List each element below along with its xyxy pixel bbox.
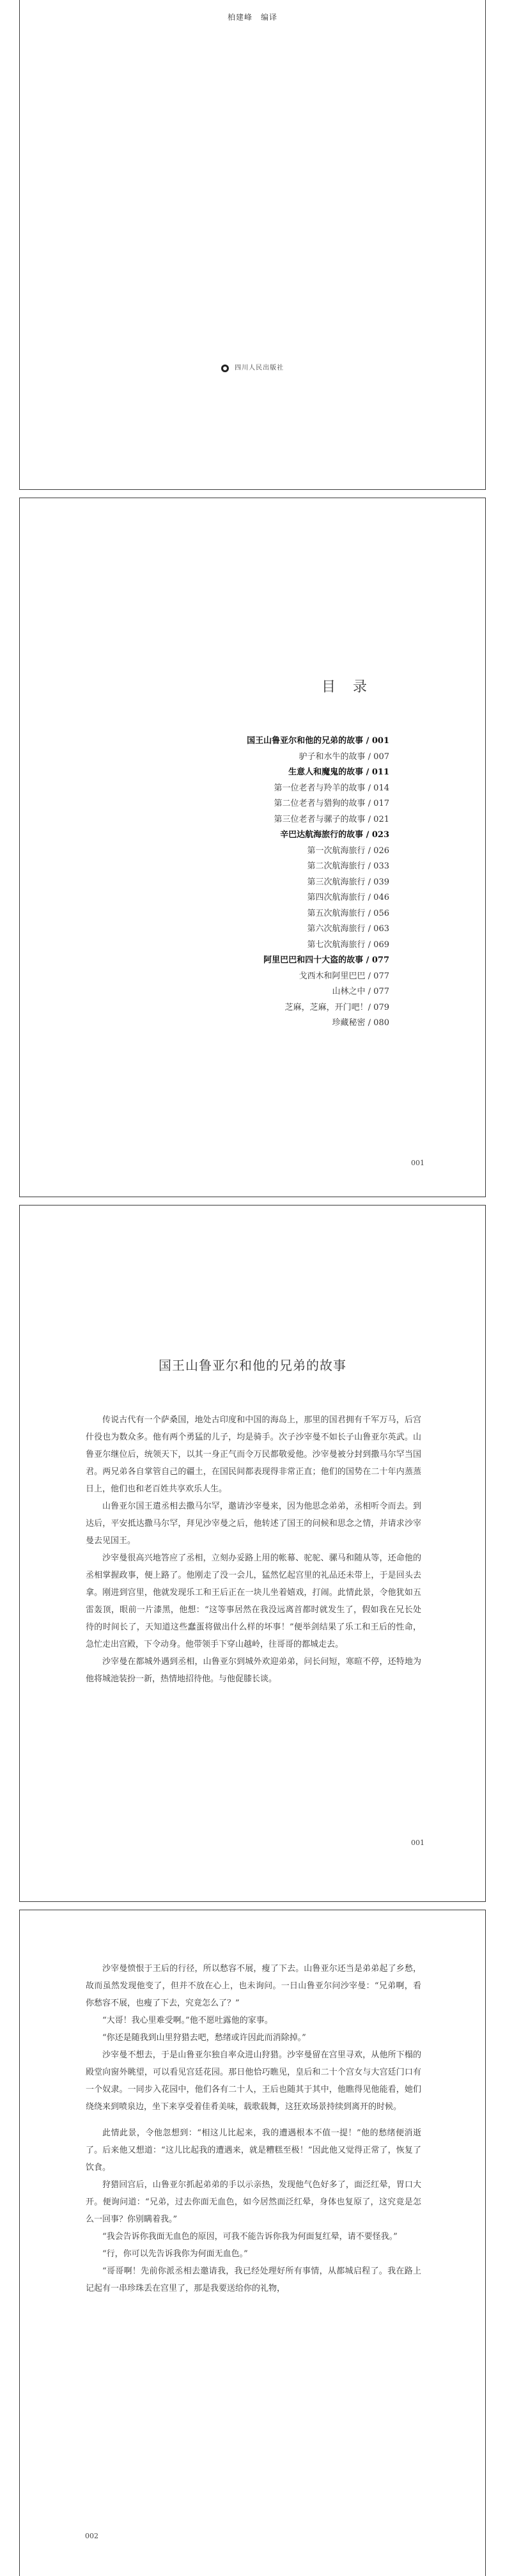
publisher-mark [20,362,485,372]
toc-entry: 阿里巴巴和四十大盗的故事 / 077 [263,955,389,965]
toc-entry: 山林之中 / 077 [332,987,389,996]
paragraph: 此情此景，令他忽想到：“相这儿比起来，我的遭遇根本不值一提！”他的愁绪便消逝了。后来他又想道：“这儿比起我的遭遇来，就是糟糕至极！”因此他又觉得正常了，恢复了饮食。 [86,2128,421,2172]
paragraph: “哥哥啊！先前你派丞相去邀请我，我已经处理好所有事情，从都城启程了。我在路上记起有一串珍珠丢在宫里了，那是我要送给你的礼物， [86,2266,421,2293]
toc-entry: 珍藏秘密 / 080 [332,1018,389,1028]
toc-entry: 生意人和魔鬼的故事 / 011 [288,767,389,777]
toc-entry: 第三次航海旅行 / 039 [307,877,389,887]
paragraph: “行，你可以先告诉我你为何面无血色。” [102,2249,248,2259]
paragraph: 沙宰曼很高兴地答应了丞相，立刻办妥路上用的帐幕、驼驼、骡马和随从等，还命他的丞相掌握政事，便上路了。他刚走了没一会儿，猛然忆起宫里的礼品还未带上，于是回头去拿。刚进到宫里，他就发现乐工和王后正在一块儿坐着嬉戏，打闹。此情此景，令他犹如五雷轰顶，眼前一片漆黑，他想：“这等事居然在我没远离首都时就发生了，假如我在兄长处待的时间长了，天知道这些蠢蛋将做出什么样的坏事！”便举剑结果了乐工和王后的性命，急忙走出宫殿，下令动身。他带领手下穿山越岭，往哥哥的都城走去。 [86,1553,421,1649]
toc-entry: 辛巴达航海旅行的故事 / 023 [280,830,389,840]
paragraph: “我会告诉你我面无血色的原因，可我不能告诉你我为何面复红晕，请不要怪我。” [102,2232,398,2242]
toc-page [19,498,486,1197]
toc-entry: 第一位老者与羚羊的故事 / 014 [274,783,389,793]
cover-page [19,0,486,490]
body-text [86,1960,421,2297]
paragraph: 山鲁亚尔国王遣丞相去撒马尔罕，邀请沙宰曼来，因为他思念弟弟，丞相听令而去。到达后，平安抵达撒马尔罕，拜见沙宰曼之后，他转述了国王的问候和思念之情，并请求沙宰曼去见国王。 [86,1502,421,1546]
toc-entry: 第四次航海旅行 / 046 [307,893,389,902]
body-text [86,1411,421,1688]
toc-entry: 第二位老者与猎狗的故事 / 017 [274,799,389,808]
paragraph: 传说古代有一个萨桑国，地处古印度和中国的海岛上，那里的国君拥有千军万马，后宫什役也为数众多。他有两个勇猛的儿子，均是骑手。次子沙宰曼不如长子山鲁亚尔英武。山鲁亚尔继位后，统领天下，以其一身正气而令万民都敬爱他。沙宰曼被分封到撒马尔罕当国君。两兄弟各自掌管自己的疆土，在国民间都表现得非常正直；他们的国势在二十年内蒸蒸日上，他们也和老百姓共享欢乐人生。 [86,1415,421,1494]
page-number: 001 [411,1159,424,1167]
toc-entry: 第二次航海旅行 / 033 [307,861,389,871]
page-number: 002 [85,2532,98,2540]
publisher-name: 四川人民出版社 [235,365,284,372]
toc-entry: 驴子和水牛的故事 / 007 [299,751,389,762]
publisher-logo-icon [221,365,229,372]
toc-entry: 第一次航海旅行 / 026 [307,845,389,856]
toc-entry: 戈西木和阿里巴巴 / 077 [299,971,389,981]
toc-entry: 芝麻，芝麻，开门吧！/ 079 [284,1002,389,1012]
translator-credit: 柏建峰 编译 [227,13,277,22]
paragraph: 沙宰曼在都城外遇到丞相，山鲁亚尔到城外欢迎弟弟，问长问短，寒暄不停，还特地为他将城池装扮一新，热情地招待他。与他促膝长谈。 [86,1657,421,1684]
paragraph: “你还是随我到山里狩猎去吧，愁绪或许因此而消除掉。” [102,2033,306,2043]
toc-entry: 国王山鲁亚尔和他的兄弟的故事 / 001 [247,736,389,746]
toc-title: 目 录 [322,679,373,695]
chapter-page-1 [19,1205,486,1902]
paragraph: 沙宰曼不想去，于是山鲁亚尔独自率众进山狩猎。沙宰曼留在宫里寻欢，从他所下榻的殿堂向窗外眺望，可以看见宫廷花园。那日他恰巧瞧见，皇后和二十个宫女与大宫廷门口有一个奴隶。一同步入花园中，他们各有二十人，王后也随其于其中，他瞧得见他能看，她们绕绕来到喷泉边，坐下来享受着佳肴美味，载歌载舞，这狂欢场景持续到离开的时候。 [86,2050,421,2112]
toc-entry: 第七次航海旅行 / 069 [307,939,389,950]
toc-list [121,734,389,1032]
toc-entry: 第五次航海旅行 / 056 [307,908,389,918]
toc-entry: 第六次航海旅行 / 063 [307,924,389,934]
paragraph: 沙宰曼愤恨于王后的行径，所以愁容不展，瘦了下去。山鲁亚尔还当是弟弟起了乡愁，故而虽然发现他变了，但并不放在心上，也未询问。一日山鲁亚尔问沙宰曼：“兄弟啊，看你愁容不展，也瘦了下去，究竟怎么了？” [86,1964,421,2008]
page-number: 001 [411,1839,424,1847]
toc-entry: 第三位老者与骡子的故事 / 021 [274,814,389,824]
chapter-page-2 [19,1910,486,2576]
chapter-title: 国王山鲁亚尔和他的兄弟的故事 [159,1358,346,1373]
paragraph: 狩猎回宫后，山鲁亚尔抓起弟弟的手以示亲热，发现他气色好多了，面泛红晕，胃口大开。便询问道：“兄弟，过去你面无血色，如今居然面泛红晕，身体也复原了，这究竟是怎么一回事？你别瞒着我。” [86,2180,421,2224]
paragraph: “大哥！我心里难受啊。”他不愿吐露他的家事。 [102,2016,273,2025]
